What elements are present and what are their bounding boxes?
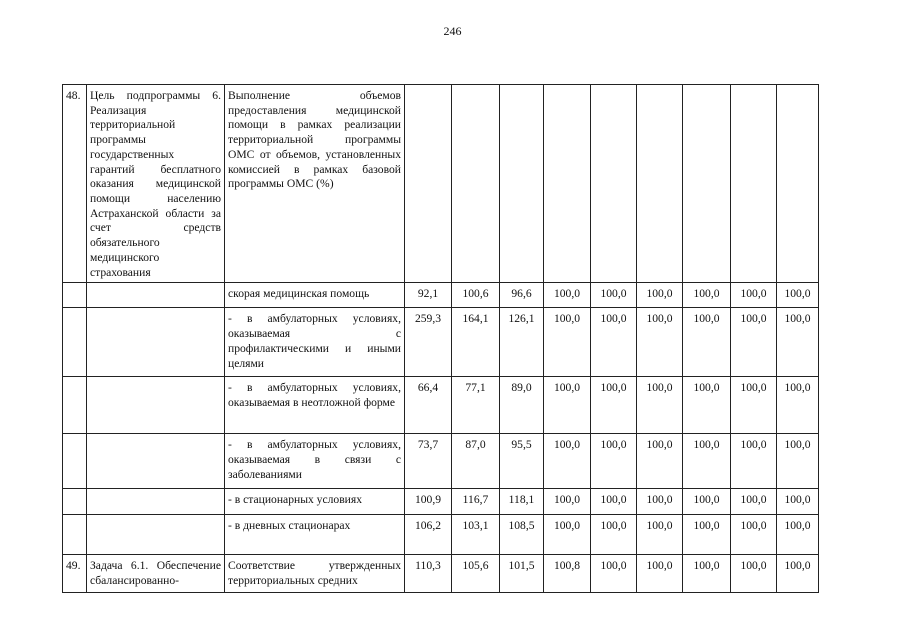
- value-cell: 100,0: [591, 377, 637, 434]
- indicator-cell: Соответствие утвержденных территориальных средних: [225, 555, 405, 593]
- value-cell: [777, 85, 819, 283]
- value-cell: 100,0: [731, 515, 777, 555]
- row-number: 49.: [63, 555, 87, 593]
- value-cell: 95,5: [500, 434, 544, 489]
- value-cell: 100,0: [777, 434, 819, 489]
- value-cell: 77,1: [452, 377, 500, 434]
- value-cell: 100,0: [544, 377, 591, 434]
- value-cell: 100,0: [777, 515, 819, 555]
- value-cell: 100,0: [544, 515, 591, 555]
- indicator-cell: - в амбулаторных условиях, оказываемая в неотложной форме: [225, 377, 405, 434]
- value-cell: 100,0: [544, 283, 591, 308]
- goal-cell: [87, 515, 225, 555]
- value-cell: 110,3: [405, 555, 452, 593]
- value-cell: 100,0: [591, 434, 637, 489]
- goal-cell: Цель подпрограммы 6. Реализация территориальной программы государственных гарантий бесплатного оказания медицинской помощи населению Астраханской области за счет средств обязательного медицинского страхования: [87, 85, 225, 283]
- goal-cell: [87, 283, 225, 308]
- value-cell: 116,7: [452, 489, 500, 515]
- row-number: [63, 434, 87, 489]
- table-row: [63, 434, 819, 489]
- value-cell: 100,0: [544, 489, 591, 515]
- table-row: [63, 555, 819, 593]
- value-cell: 100,0: [683, 489, 731, 515]
- table-row: [63, 308, 819, 377]
- value-cell: [637, 85, 683, 283]
- value-cell: 100,6: [452, 283, 500, 308]
- table-row: [63, 283, 819, 308]
- value-cell: 100,0: [731, 555, 777, 593]
- value-cell: 100,0: [591, 283, 637, 308]
- value-cell: 108,5: [500, 515, 544, 555]
- value-cell: 100,0: [731, 308, 777, 377]
- value-cell: 126,1: [500, 308, 544, 377]
- goal-cell: [87, 377, 225, 434]
- value-cell: 73,7: [405, 434, 452, 489]
- value-cell: [405, 85, 452, 283]
- value-cell: 100,0: [731, 283, 777, 308]
- row-number: [63, 377, 87, 434]
- value-cell: 100,0: [591, 555, 637, 593]
- goal-cell: [87, 489, 225, 515]
- value-cell: 100,0: [731, 489, 777, 515]
- value-cell: 100,0: [683, 377, 731, 434]
- value-cell: 100,0: [637, 308, 683, 377]
- value-cell: 100,0: [591, 489, 637, 515]
- value-cell: 100,8: [544, 555, 591, 593]
- page-number: 246: [443, 24, 462, 38]
- indicators-table: [62, 84, 819, 593]
- value-cell: 100,0: [683, 283, 731, 308]
- value-cell: [452, 85, 500, 283]
- row-number: 48.: [63, 85, 87, 283]
- goal-cell: Задача 6.1. Обеспечение сбалансированно-: [87, 555, 225, 593]
- value-cell: [683, 85, 731, 283]
- table-row: [63, 377, 819, 434]
- value-cell: 96,6: [500, 283, 544, 308]
- value-cell: 103,1: [452, 515, 500, 555]
- value-cell: 100,0: [637, 377, 683, 434]
- indicator-cell: - в стационарных условиях: [225, 489, 405, 515]
- value-cell: 100,0: [637, 434, 683, 489]
- value-cell: 100,0: [683, 434, 731, 489]
- table-row: [63, 489, 819, 515]
- table-row: [63, 515, 819, 555]
- row-number: [63, 515, 87, 555]
- value-cell: 100,0: [637, 515, 683, 555]
- value-cell: 100,9: [405, 489, 452, 515]
- value-cell: 89,0: [500, 377, 544, 434]
- value-cell: 105,6: [452, 555, 500, 593]
- value-cell: [591, 85, 637, 283]
- value-cell: 66,4: [405, 377, 452, 434]
- value-cell: 164,1: [452, 308, 500, 377]
- value-cell: 87,0: [452, 434, 500, 489]
- value-cell: 106,2: [405, 515, 452, 555]
- indicator-cell: - в дневных стационарах: [225, 515, 405, 555]
- row-number: [63, 308, 87, 377]
- value-cell: 259,3: [405, 308, 452, 377]
- value-cell: [544, 85, 591, 283]
- value-cell: [731, 85, 777, 283]
- indicator-cell: - в амбулаторных условиях, оказываемая в связи с заболеваниями: [225, 434, 405, 489]
- value-cell: 100,0: [544, 434, 591, 489]
- value-cell: 100,0: [683, 515, 731, 555]
- value-cell: 100,0: [777, 308, 819, 377]
- value-cell: 100,0: [777, 555, 819, 593]
- row-number: [63, 283, 87, 308]
- value-cell: [500, 85, 544, 283]
- value-cell: 118,1: [500, 489, 544, 515]
- value-cell: 100,0: [637, 489, 683, 515]
- value-cell: 100,0: [683, 555, 731, 593]
- value-cell: 100,0: [591, 308, 637, 377]
- row-number: [63, 489, 87, 515]
- value-cell: 100,0: [683, 308, 731, 377]
- value-cell: 100,0: [637, 555, 683, 593]
- indicator-cell: скорая медицинская помощь: [225, 283, 405, 308]
- goal-cell: [87, 308, 225, 377]
- value-cell: 100,0: [777, 283, 819, 308]
- value-cell: 100,0: [637, 283, 683, 308]
- value-cell: 101,5: [500, 555, 544, 593]
- indicator-cell: Выполнение объемов предоставления медицинской помощи в рамках реализации территориальной программы ОМС от объемов, установленных комиссией в рамках базовой программы ОМС (%): [225, 85, 405, 283]
- value-cell: 100,0: [777, 377, 819, 434]
- value-cell: 100,0: [777, 489, 819, 515]
- value-cell: 92,1: [405, 283, 452, 308]
- value-cell: 100,0: [591, 515, 637, 555]
- indicator-cell: - в амбулаторных условиях, оказываемая с профилактическими и иными целями: [225, 308, 405, 377]
- value-cell: 100,0: [731, 434, 777, 489]
- value-cell: 100,0: [544, 308, 591, 377]
- table-row: [63, 85, 819, 283]
- goal-cell: [87, 434, 225, 489]
- value-cell: 100,0: [731, 377, 777, 434]
